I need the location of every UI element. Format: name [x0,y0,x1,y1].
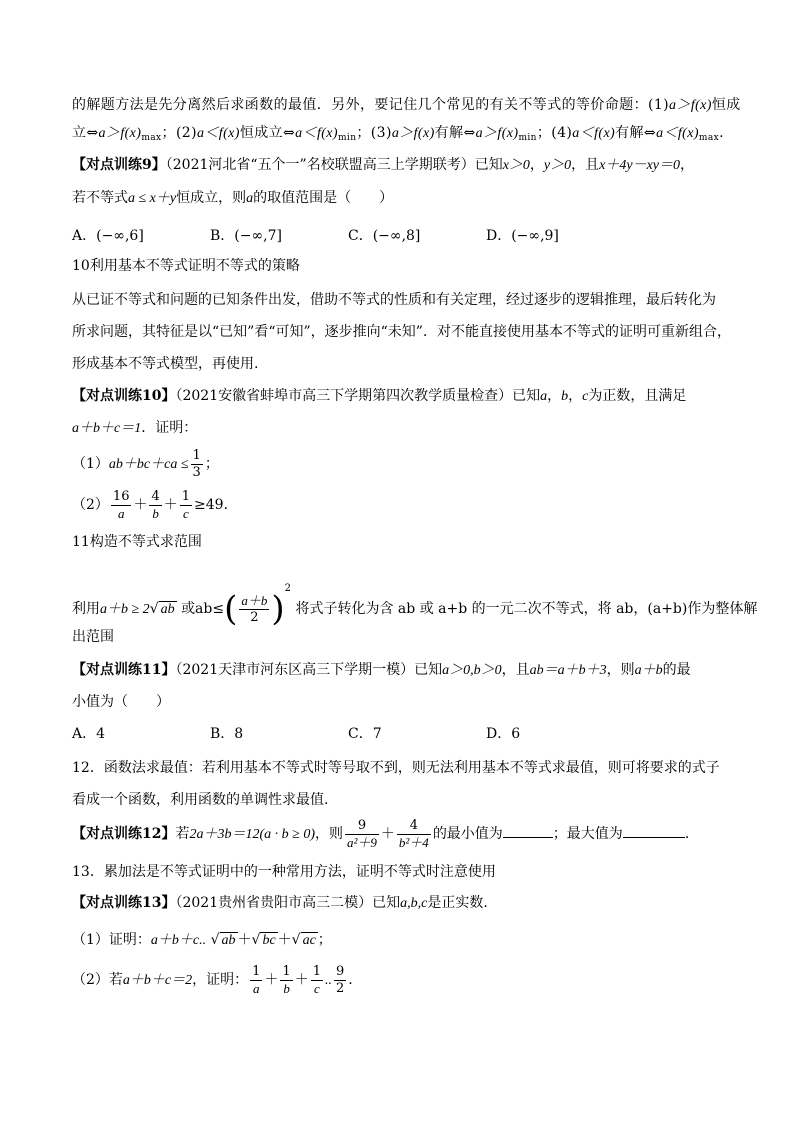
denominator: 2 [335,980,345,996]
text-fragment: 利用 [72,601,100,617]
math-expression: ab＋bc＋ca ≤ [108,457,189,472]
exercise-tag: 【对点训练12】 [72,826,176,842]
numerator: 9 [335,963,345,979]
answer-blank-max[interactable] [623,823,685,838]
text-fragment: ； [317,932,332,948]
question-label: （1）证明： [72,932,151,948]
fraction [250,964,262,997]
text-fragment: ；(2) [161,125,197,141]
text-fragment: 是正实数. [427,895,488,911]
math-expression: 2a＋3b＝12(a · b ≥ 0) [189,827,315,842]
exercise-10-line-2 [72,418,197,439]
exercise-tag: 【对点训练10】 [72,388,176,404]
exercise-10-question-2 [72,487,238,523]
option-c[interactable]: C．7 [348,726,382,742]
sqrt-icon: √ [149,601,159,617]
text-fragment: ， [568,388,583,404]
radicand: ac [302,933,316,948]
text-fragment: ， [547,388,562,404]
exponent: 2 [284,583,292,594]
section-10-line-1: 从已证不等式和问题的已知条件出发，借助不等式的性质和有关定理，经过逐步的逻辑推理，最后转化为 [72,292,716,308]
exercise-tag: 【对点训练11】 [72,662,176,678]
text-fragment: 的最小值为 [432,826,503,842]
text-fragment: .. [324,973,332,988]
option-b[interactable]: B．(−∞,7] [210,228,282,244]
exercise-9-line-2 [72,188,393,209]
section-13-title: 13．累加法是不等式证明中的一种常用方法，证明不等式时注意使用 [72,864,496,880]
text-fragment: . [684,826,690,842]
exercise-tag: 【对点训练13】 [72,895,176,911]
subscript: max [141,133,162,143]
section-11-line-1 [72,566,757,633]
section-11-line-2: 出范围 [72,629,114,645]
text-fragment: 若不等式 [72,190,128,206]
denominator: 2 [250,609,259,625]
numerator: 1 [181,488,191,504]
right-paren-icon: ) [271,589,285,629]
denominator: b²＋4 [398,834,429,850]
text-fragment: ＋ [237,932,252,948]
option-d[interactable]: D．(−∞,9] [486,228,559,244]
math-expression: x＞0 [502,158,530,173]
math-expression: a＋b＋c＝1 [72,421,142,436]
question-label: （2）若 [72,972,123,988]
math-expression: a＋b＋c＝2 [122,973,193,988]
radicand: ab [160,602,175,617]
math-expression: a＞f(x) [98,126,142,141]
math-expression: a [246,191,254,206]
denominator: 3 [192,464,201,480]
math-expression: a＋b ≥ 2 [100,602,150,617]
section-12-line-2: 看成一个函数，利用函数的单调性求最值. [72,792,329,808]
numerator: a＋b [241,592,268,608]
exercise-source: （2021天津市河东区高三下学期一模）已知 [175,662,443,678]
answer-blank-min[interactable] [503,823,553,838]
text-fragment: 恒成立⇔ [239,125,296,141]
text-fragment: ＋ [380,826,395,842]
text-fragment: ＋ [133,497,148,513]
numerator: 1 [312,963,321,979]
text-fragment: ，且 [571,157,600,173]
text-fragment: 有解⇔ [434,125,476,141]
numerator: 1 [252,963,261,979]
text-fragment: ；(3) [356,125,392,141]
math-expression: a＞f(x) [475,126,519,141]
numerator: 1 [282,963,291,979]
text-fragment: ，则 [606,662,635,678]
denominator: b [283,980,290,996]
text-fragment: 有解⇔ [615,125,657,141]
text-fragment: 立⇔ [72,125,99,141]
option-b[interactable]: B．8 [210,726,244,742]
denominator: a²＋9 [347,834,377,850]
exercise-10-line-1 [72,386,686,407]
section-10-line-2: 所求问题，其特征是以“已知”看“可知”，逐步推向“未知”．对不能直接使用基本不等式的证明可重新组合， [72,324,731,340]
text-fragment: ＋ [163,497,178,513]
text-line [72,123,724,148]
text-fragment: . [348,972,353,988]
text-fragment: ， [529,157,544,173]
fraction [191,448,203,481]
numerator: 9 [345,818,379,835]
math-expression: a＜f(x) [196,126,240,141]
math-expression: a＞f(x) [669,98,712,113]
text-fragment: 的最 [662,662,691,678]
denominator: a [253,980,260,996]
text-fragment: . [719,125,724,141]
fraction [111,489,132,522]
denominator: c [313,980,320,996]
question-label: （1） [72,456,109,472]
text-fragment: ，则 [315,826,343,842]
math-expression: a＜f(x) [656,126,699,141]
text-fragment: ；最大值为 [552,826,623,842]
fraction [180,489,192,522]
math-expression: a＜f(x) [572,126,616,141]
option-c[interactable]: C．(−∞,8] [348,228,421,244]
section-11-title: 11构造不等式求范围 [72,534,202,550]
denominator: c [183,505,189,521]
math-expression: a＜f(x) [295,126,338,141]
section-12-line-1: 12．函数法求最值：若利用基本不等式时等号取不到，则无法利用基本不等式求最值，则可将要求的式子 [72,760,720,776]
text-fragment: ．证明： [141,420,198,436]
subscript: min [518,133,537,143]
text-fragment: 为正数，且满足 [588,388,687,404]
math-expression: a,b,c [400,896,428,911]
fraction [239,593,269,626]
fraction [397,818,431,851]
exercise-10-question-1 [72,446,219,483]
sqrt-icon: √ [291,932,301,948]
math-variable: a [540,389,548,404]
option-a[interactable]: A．4 [72,726,106,742]
numerator: 16 [112,488,130,504]
text-fragment: 的解题方法是先分离然后求函数的最值．另外，要记住几个常见的有关不等式的等价命题：(1) [72,97,670,113]
exercise-13-question-2 [72,960,353,1001]
text-fragment: ；(4) [536,125,573,141]
exercise-source: （2021河北省“五个一”名校联盟高三上学期联考）已知 [165,157,503,173]
text-fragment: ≥49． [194,497,238,513]
sqrt-icon: √ [210,932,220,948]
text-fragment: ＋ [264,972,279,988]
option-d[interactable]: D．6 [486,726,521,742]
exercise-tag: 【对点训练9】 [72,157,166,173]
math-variable: b [561,389,569,404]
exercise-12-line [72,812,689,857]
math-expression: a＞0,b＞0 [442,663,502,678]
denominator: a [117,505,125,521]
math-expression: a＋b [634,663,663,678]
math-variable: c [582,389,589,404]
section-10-line-3: 形成基本不等式模型，再使用. [72,356,259,372]
fraction [311,964,323,997]
exercise-source: （2021贵州省贵阳市高三二模）已知 [175,895,401,911]
fraction [149,489,161,522]
text-fragment: ＋ [294,972,309,988]
math-expression: a＋b＋c.. [150,933,207,948]
exercise-13-question-1 [72,930,332,951]
exercise-11-line-1 [72,660,691,681]
text-fragment: 或ab≤ [181,601,225,617]
numerator: 4 [397,818,431,835]
text-fragment: 恒成 [711,97,741,113]
section-10-title: 10利用基本不等式证明不等式的策略 [72,258,300,274]
sqrt-icon: √ [251,932,261,948]
text-fragment: 将式子转化为含 ab 或 a+b 的一元二次不等式，将 ab，(a+b)作为整体解 [295,601,758,617]
numerator: 1 [192,447,201,463]
fraction [334,964,346,997]
numerator: 4 [151,488,160,504]
text-fragment: 恒成立，则 [176,190,247,206]
text-fragment: 的取值范围是（ ） [253,190,394,206]
text-fragment: ， [680,157,694,173]
math-expression: a＞f(x) [391,126,435,141]
text-fragment: ，且 [501,662,530,678]
fraction [345,818,379,851]
text-line [72,95,741,116]
exercise-11-line-2: 小值为（ ） [72,694,170,710]
math-expression: x＋4y－xy＝0 [599,158,680,173]
text-fragment: ； [204,456,219,472]
left-paren-icon: ( [224,589,238,629]
math-expression: a ≤ x＋y [128,191,177,206]
denominator: b [152,505,159,521]
text-fragment: ＋ [277,932,292,948]
subscript: max [698,133,720,143]
exercise-source: （2021安徽省蚌埠市高三下学期第四次教学质量检查）已知 [175,388,541,404]
radicand: bc [262,933,276,948]
option-a[interactable]: A．(−∞,6] [72,228,144,244]
math-expression: ab＝a＋b＋3 [529,663,607,678]
text-fragment: ，证明： [192,972,249,988]
math-expression: y＞0 [543,158,572,173]
text-fragment: 若 [175,826,190,842]
fraction [280,964,292,997]
subscript: min [337,133,357,143]
exercise-9-line-1 [72,155,694,176]
exercise-13-line-1 [72,893,488,914]
question-label: （2） [72,497,109,513]
radicand: ab [221,933,236,948]
